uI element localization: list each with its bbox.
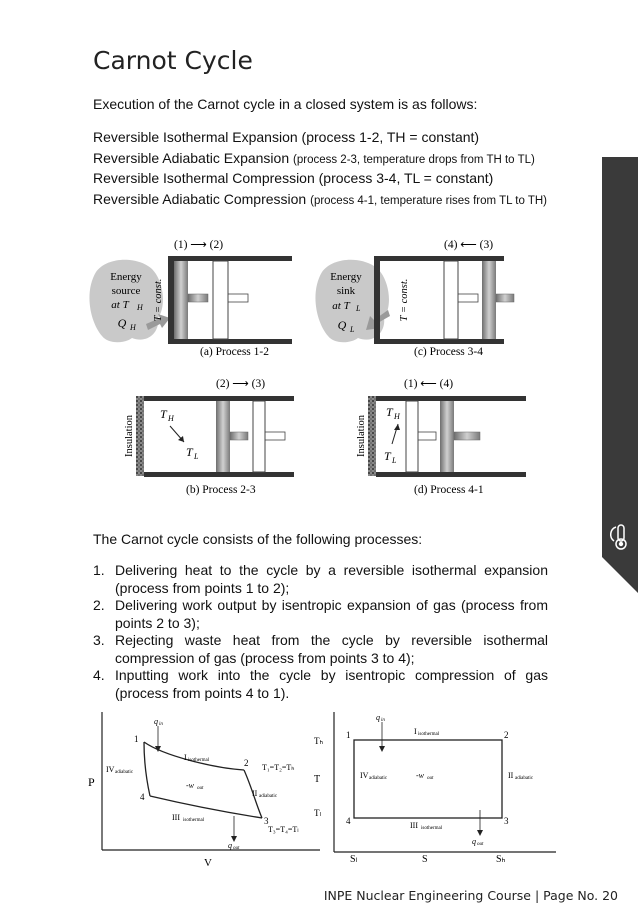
ts-point: 4: [346, 816, 351, 826]
process-main: Reversible Isothermal Expansion (process 1-2, TH = constant): [93, 129, 480, 145]
pv-iso2: III: [172, 813, 180, 822]
cylinder-bottom: [376, 472, 526, 477]
ghost-rod: [418, 432, 436, 440]
side-tab: [602, 157, 638, 593]
ghost-rod: [458, 294, 478, 302]
ghost-piston: [213, 261, 228, 339]
caption: (d) Process 4-1: [414, 484, 484, 496]
list-item: [93, 632, 548, 667]
cylinder-top: [144, 396, 294, 401]
list-item: [93, 667, 548, 702]
th-sub: H: [394, 412, 400, 421]
th-sub: H: [168, 414, 174, 423]
step-text: Delivering work output by isentropic expansion of gas (process from points 2 to 3);: [115, 597, 548, 631]
caption: (b) Process 2-3: [186, 484, 256, 496]
step-text: Inputting work into the cycle by isentropic compression of gas (process from points 4 to 1).: [115, 667, 548, 701]
cylinder-bottom: [374, 339, 504, 344]
pv-ad2: IV: [106, 765, 115, 774]
ts-wout-sub: out: [427, 776, 434, 781]
process-3-4-diagram: [315, 239, 514, 358]
cylinder-wall: [168, 256, 174, 344]
step-number: 2.: [93, 597, 105, 613]
ts-iso2: III: [410, 821, 418, 830]
energy-sub: H: [130, 323, 136, 332]
energy-label: source: [111, 285, 141, 297]
const-label: T = const.: [399, 278, 410, 322]
energy-sub: H: [137, 303, 143, 312]
energy-label: Q: [117, 316, 127, 330]
ts-iso2-sub: isothermal: [421, 826, 443, 831]
process-main: Reversible Adiabatic Expansion: [93, 149, 294, 166]
process-line: [93, 128, 547, 149]
ts-sh: Sₕ: [496, 854, 506, 865]
cylinder-wall: [374, 256, 380, 344]
piston-rod: [230, 432, 248, 440]
ts-point: 1: [346, 730, 351, 740]
th-label: T: [160, 407, 167, 421]
insulation-block: [136, 396, 144, 476]
ts-tl: Tₗ: [314, 808, 321, 818]
pv-ad: II: [252, 789, 258, 798]
process-main: Reversible Isothermal Compression (process 3-4, TL = constant): [93, 170, 494, 186]
pv-iso: I: [184, 753, 187, 762]
cylinder-top: [168, 256, 292, 261]
states-label: (2) ⟶ (3): [216, 378, 266, 390]
list-item: [93, 562, 548, 597]
ghost-piston: [444, 261, 458, 339]
steps-list: [93, 562, 548, 702]
energy-label: at T: [332, 300, 350, 312]
pv-tl-eq: T₃=T₄=Tₗ: [268, 825, 299, 834]
consists-heading: The Carnot cycle consists of the following processes:: [93, 531, 423, 547]
pv-ad-sub: adiabatic: [259, 794, 278, 799]
step-number: 3.: [93, 632, 105, 648]
process-line: [93, 190, 547, 211]
ts-ylabel: T: [314, 774, 321, 785]
ts-ad-sub: adiabatic: [515, 776, 534, 781]
process-4-1-diagram: [356, 378, 526, 496]
ts-sl: Sₗ: [350, 854, 358, 865]
page-title: Carnot Cycle: [93, 46, 253, 75]
pv-point: 2: [244, 758, 249, 768]
insulation-label: Insulation: [124, 415, 135, 457]
insulation-block: [368, 396, 376, 476]
page-footer: INPE Nuclear Engineering Course | Page No. 20: [323, 888, 618, 903]
energy-label: sink: [336, 285, 356, 297]
insulation-label: Insulation: [356, 415, 367, 457]
piston-rod: [188, 294, 208, 302]
tl-label: T: [384, 449, 391, 463]
intro-text: Execution of the Carnot cycle in a closed system is as follows:: [93, 96, 478, 112]
tl-label: T: [186, 445, 193, 459]
caption: (c) Process 3-4: [414, 346, 483, 358]
list-item: [93, 597, 548, 632]
pv-curve-34: [150, 796, 262, 818]
step-number: 4.: [93, 667, 105, 683]
pv-qout: q: [228, 841, 232, 850]
ts-point: 3: [504, 816, 509, 826]
ts-iso: I: [414, 727, 417, 736]
ts-diagram: [314, 712, 556, 865]
ghost-piston: [253, 401, 265, 472]
ts-xlabel: S: [422, 854, 428, 865]
ts-th: Tₕ: [314, 736, 324, 746]
pv-qin-sub: in: [159, 722, 163, 727]
energy-label: Energy: [330, 271, 362, 283]
energy-label: Q: [337, 318, 347, 332]
process-line: [93, 169, 547, 190]
pv-iso2-sub: isothermal: [183, 818, 205, 823]
piston: [482, 261, 496, 339]
const-label: T = const.: [153, 278, 164, 322]
pv-ylabel: P: [88, 775, 95, 789]
energy-label: Energy: [110, 271, 142, 283]
process-note: (process 2-3, temperature drops from TH to TL): [293, 153, 535, 166]
pv-th-eq: T₁=T₂=Tₕ: [262, 763, 295, 772]
ghost-rod: [265, 432, 285, 440]
process-list: [93, 128, 547, 210]
ghost-piston: [406, 401, 418, 472]
process-1-2-diagram: [89, 239, 292, 358]
tl-sub: L: [194, 452, 199, 461]
cylinder-bottom: [168, 339, 292, 344]
process-2-3-diagram: [124, 378, 294, 496]
states-label: (4) ⟵ (3): [444, 239, 494, 251]
process-line: [93, 149, 547, 170]
energy-sub: L: [350, 325, 355, 334]
states-label: (1) ⟵ (4): [404, 378, 454, 390]
pv-diagram: [88, 712, 320, 869]
step-text: Rejecting waste heat from the cycle by reversible isothermal compression of gas (process from points 3 to 4);: [115, 632, 548, 666]
pv-qin: q: [154, 717, 158, 726]
cycle-diagrams: [84, 708, 564, 870]
arrowhead-icon: [477, 830, 483, 836]
step-number: 1.: [93, 562, 105, 578]
pv-xlabel: V: [204, 857, 212, 869]
ts-qout: q: [472, 837, 476, 846]
caption: (a) Process 1-2: [200, 346, 269, 358]
pv-wout-sub: out: [197, 786, 204, 791]
pv-point: 1: [134, 734, 139, 744]
states-label: (1) ⟶ (2): [174, 239, 224, 251]
pv-point: 3: [264, 816, 269, 826]
piston: [174, 261, 188, 339]
pv-point: 4: [140, 792, 145, 802]
ts-wout: -w: [416, 771, 424, 780]
step-text: Delivering heat to the cycle by a reversible isothermal expansion (process from points 1 to 2);: [115, 562, 548, 596]
cylinder-top: [376, 396, 526, 401]
ghost-rod: [228, 294, 248, 302]
side-tab-shape: [602, 157, 638, 593]
pv-qout-sub: out: [233, 846, 240, 851]
piston-rod: [454, 432, 480, 440]
piston-rod: [496, 294, 514, 302]
ts-ad2-sub: adiabatic: [369, 776, 388, 781]
pv-curve-41: [144, 742, 150, 796]
energy-label: at T: [111, 299, 129, 311]
pv-ad2-sub: adiabatic: [115, 770, 134, 775]
cylinder-bottom: [144, 472, 294, 477]
piston: [440, 401, 454, 472]
arrowhead-icon: [379, 746, 385, 752]
ts-ad: II: [508, 771, 514, 780]
arrowhead-icon: [394, 424, 400, 430]
tl-sub: L: [392, 456, 397, 465]
energy-sub: L: [356, 304, 361, 313]
pv-wout: -w: [186, 781, 194, 790]
ts-qin: q: [376, 713, 380, 722]
ts-ad2: IV: [360, 771, 369, 780]
ts-qout-sub: out: [477, 842, 484, 847]
process-main: Reversible Adiabatic Compression: [93, 190, 311, 207]
ts-qin-sub: in: [381, 718, 385, 723]
ts-point: 2: [504, 730, 509, 740]
piston-cylinder-figure: [88, 232, 528, 500]
ts-iso-sub: isothermal: [418, 732, 440, 737]
pv-iso-sub: isothermal: [188, 758, 210, 763]
piston: [216, 401, 230, 472]
th-label: T: [386, 405, 393, 419]
cylinder-top: [374, 256, 504, 261]
process-note: (process 4-1, temperature rises from TL to TH): [310, 194, 547, 207]
